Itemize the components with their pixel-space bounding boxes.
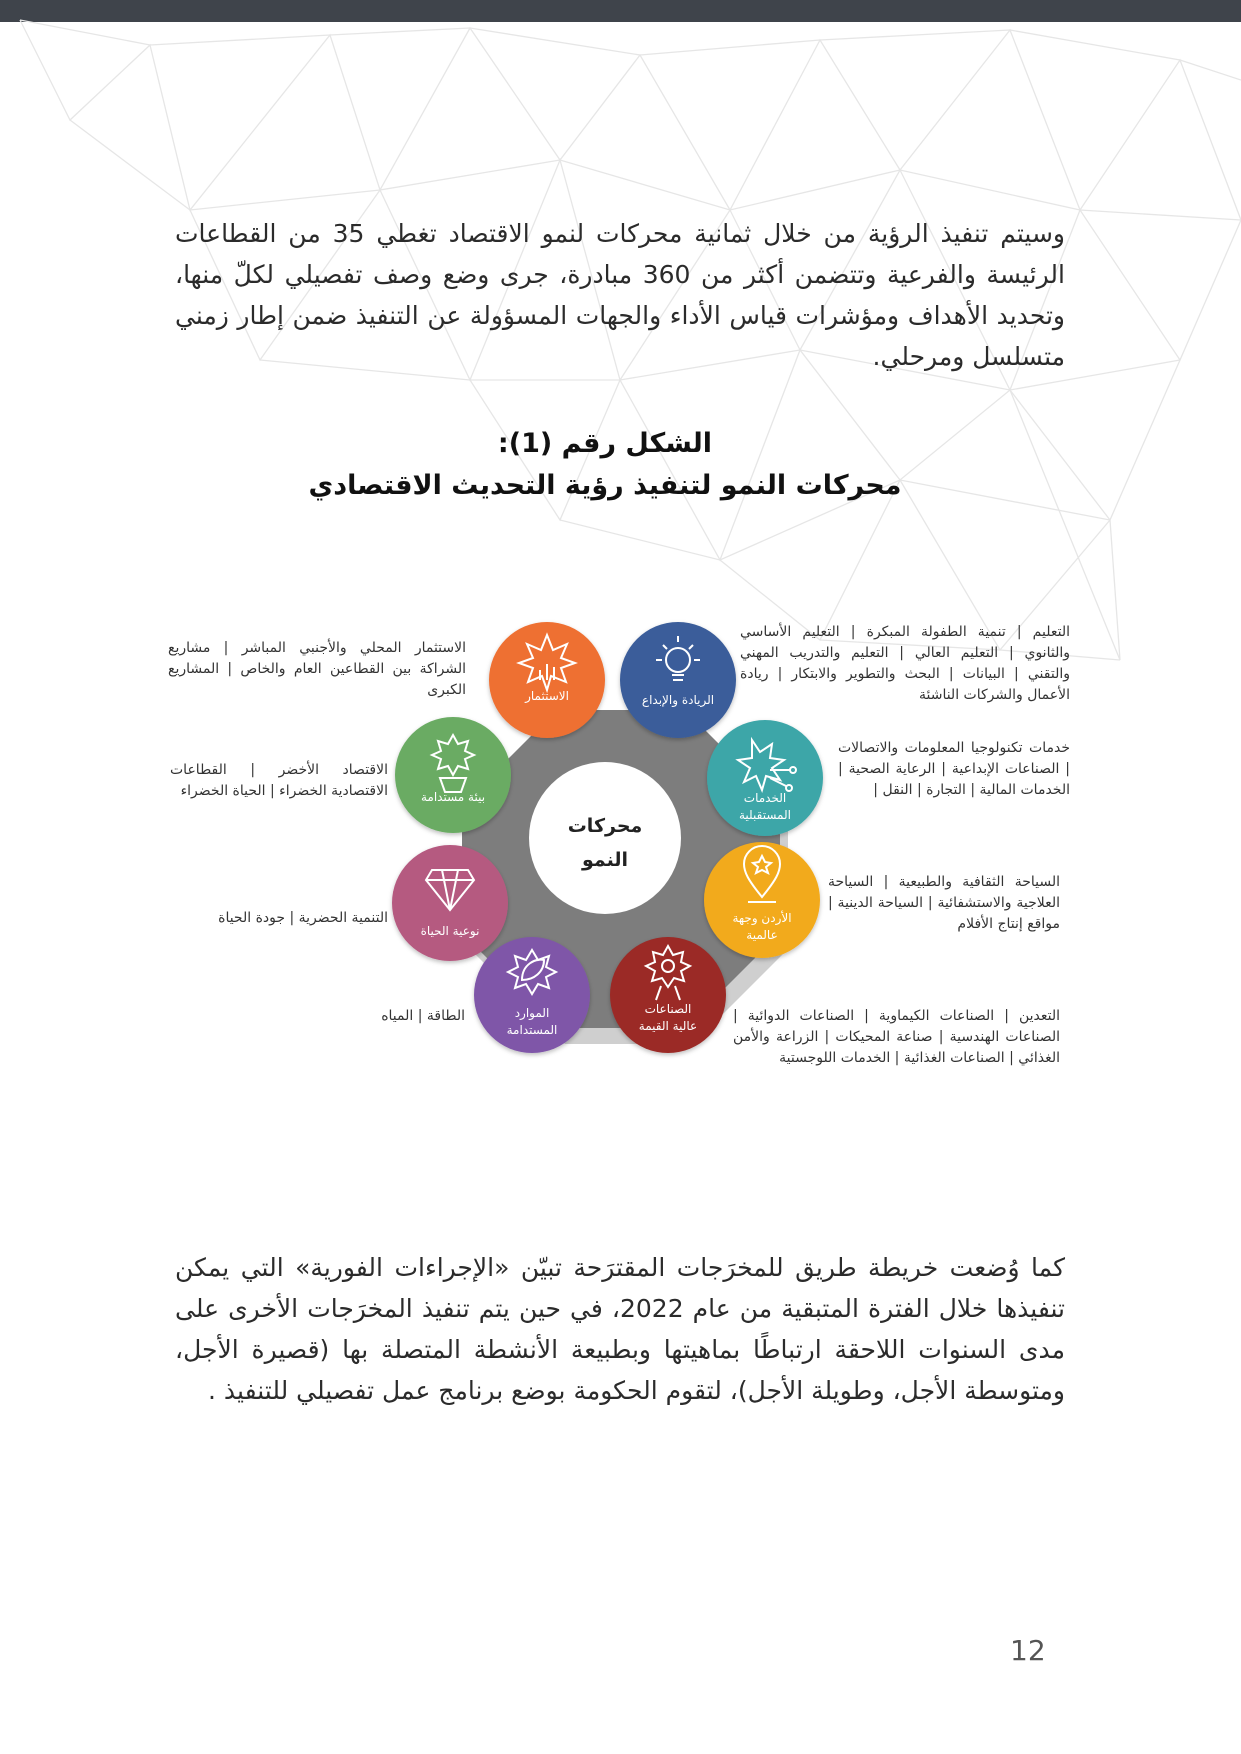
desc-quality-of-life: التنمية الحضرية | جودة الحياة [218, 910, 388, 926]
hub-title-line1: محركات [567, 815, 643, 837]
engine-future-services-label2: المستقبلية [739, 808, 791, 822]
engine-investment [489, 622, 605, 738]
closing-paragraph: كما وُضعت خريطة طريق للمخرَجات المقترَحة تبيّن «الإجراءات الفورية» التي يمكن تنفيذها خلال الفترة المتبقية من عام 2022، في حين يتم تنفيذ المخرَجات الأخرى على مدى السنوات اللاحقة ارتباطًا بماهيتها وبطبيعة الأنشطة المتصلة بها (قصيرة الأجل، ومتوسطة الأجل، وطويلة الأجل)، لتقوم الحكومة بوضع برنامج عمل تفصيلي للتنفيذ . [175, 1253, 1065, 1405]
figure-caption: محركات النمو لتنفيذ رؤية التحديث الاقتصادي [308, 470, 902, 501]
desc-high-value-industries: التعدين | الصناعات الكيماوية | الصناعات الدوائية | الصناعات الهندسية | صناعة المحيكات | الزراعة والأمن الغذائي | الصناعات الغذائية | الخدمات اللوجستية [733, 1008, 1060, 1066]
engine-global-destination [704, 842, 820, 958]
growth-engines-diagram [0, 600, 1241, 1100]
engine-entrepreneurship-label: الريادة والإبداع [641, 693, 715, 707]
hub-center [529, 762, 681, 914]
engine-investment-label: الاستثمار [525, 689, 569, 703]
engine-quality-of-life-circle [392, 845, 508, 961]
desc-sustainable-environment: الاقتصاد الأخضر | القطاعات الاقتصادية الخضراء | الحياة الخضراء [170, 762, 388, 799]
page-number: 12 [1010, 1634, 1046, 1667]
engine-future-services-label1: الخدمات [743, 791, 787, 805]
figure-label: الشكل رقم (1): [497, 428, 713, 459]
hub-title-line2: النمو [581, 849, 629, 871]
desc-investment: الاستثمار المحلي والأجنبي المباشر | مشاريع الشراكة بين القطاعين العام والخاص | المشاريع الكبرى [168, 640, 466, 698]
desc-entrepreneurship: التعليم | تنمية الطفولة المبكرة | التعليم الأساسي والثانوي | التعليم العالي | التعليم والتدريب المهني والتقني | البيانات | البحث والتطوير والابتكار | ريادة الأعمال والشركات الناشئة [740, 624, 1070, 703]
engine-high-value-industries [610, 937, 726, 1053]
engine-sustainable-resources-label2: المستدامة [506, 1023, 558, 1037]
desc-future-services: خدمات تكنولوجيا المعلومات والاتصالات | الصناعات الإبداعية | الرعاية الصحية | الخدمات المالية | التجارة | النقل | [838, 740, 1070, 798]
desc-sustainable-resources: الطاقة | المياه [381, 1008, 465, 1024]
intro-paragraph: وسيتم تنفيذ الرؤية من خلال ثمانية محركات لنمو الاقتصاد تغطي 35 من القطاعات الرئيسة والفرعية وتتضمن أكثر من 360 مبادرة، جرى وضع وصف تفصيلي لكلّ منها، وتحديد الأهداف ومؤشرات قياس الأداء والجهات المسؤولة عن التنفيذ ضمن إطار زمني متسلسل ومرحلي. [175, 219, 1065, 371]
engine-quality-of-life-label: نوعية الحياة [420, 924, 480, 938]
engine-global-destination-label1: الأردن وجهة [732, 911, 792, 925]
engine-future-services [707, 720, 823, 836]
engine-quality-of-life [392, 845, 508, 961]
engine-global-destination-label2: عالمية [746, 928, 778, 942]
engine-high-value-industries-label1: الصناعات [644, 1002, 692, 1016]
engine-sustainable-resources-label1: الموارد [514, 1006, 550, 1020]
engine-high-value-industries-circle [610, 937, 726, 1053]
engine-sustainable-environment [395, 717, 511, 833]
engine-sustainable-environment-label: بيئة مستدامة [420, 790, 486, 804]
engine-sustainable-resources [474, 937, 590, 1053]
engine-entrepreneurship [620, 622, 736, 738]
engine-high-value-industries-label2: عالية القيمة [638, 1019, 698, 1033]
desc-global-destination: السياحة الثقافية والطبيعية | السياحة العلاجية والاستشفائية | السياحة الدينية | مواقع إنتاج الأفلام [828, 874, 1060, 932]
